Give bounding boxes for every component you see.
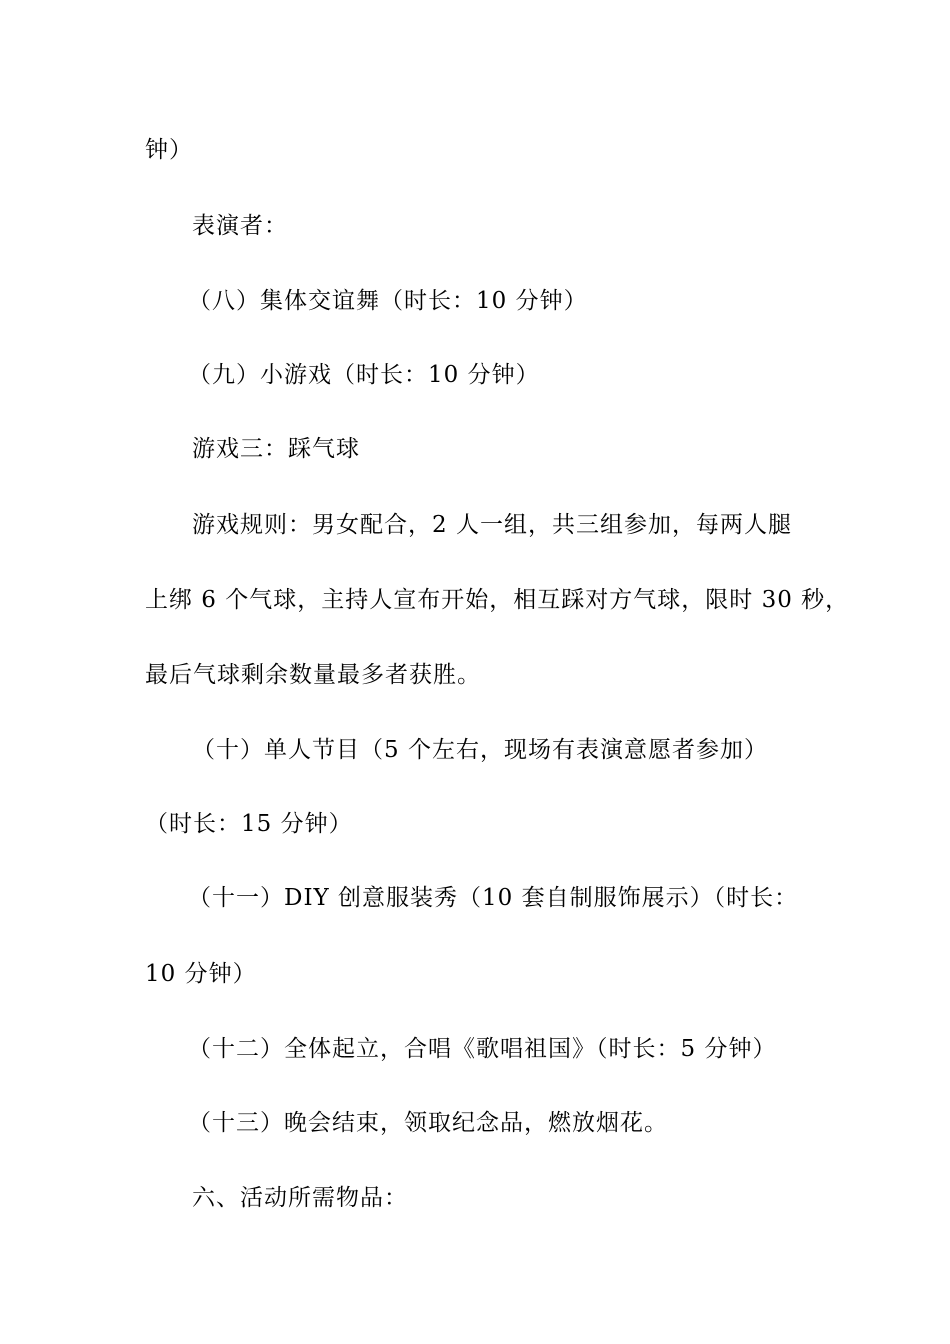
program-item-10: （十）单人节目（5 个左右，现场有表演意愿者参加） [192,737,768,763]
game-rules-line-3: 最后气球剩余数量最多者获胜。 [145,662,481,688]
game-rules-line-1: 游戏规则：男女配合，2 人一组，共三组参加，每两人腿 [192,512,792,538]
program-item-12: （十二）全体起立，合唱《歌唱祖国》（时长：5 分钟） [188,1036,777,1062]
program-item-9: （九）小游戏（时长：10 分钟） [188,362,540,388]
program-item-11: （十一）DIY 创意服装秀（10 套自制服饰展示）（时长： [188,885,799,911]
program-item-13: （十三）晚会结束，领取纪念品，燃放烟花。 [188,1110,668,1136]
section-heading-supplies: 六、活动所需物品： [192,1185,408,1211]
game-rules-line-2: 上绑 6 个气球，主持人宣布开始，相互踩对方气球，限时 30 秒， [145,587,850,613]
text-line-performers: 表演者： [192,213,288,239]
game-title: 游戏三：踩气球 [192,436,360,462]
text-line-continuation: 钟） [145,137,193,163]
program-item-11-duration: 10 分钟） [145,961,257,987]
program-item-8: （八）集体交谊舞（时长：10 分钟） [188,288,588,314]
program-item-10-duration: （时长：15 分钟） [145,811,353,837]
